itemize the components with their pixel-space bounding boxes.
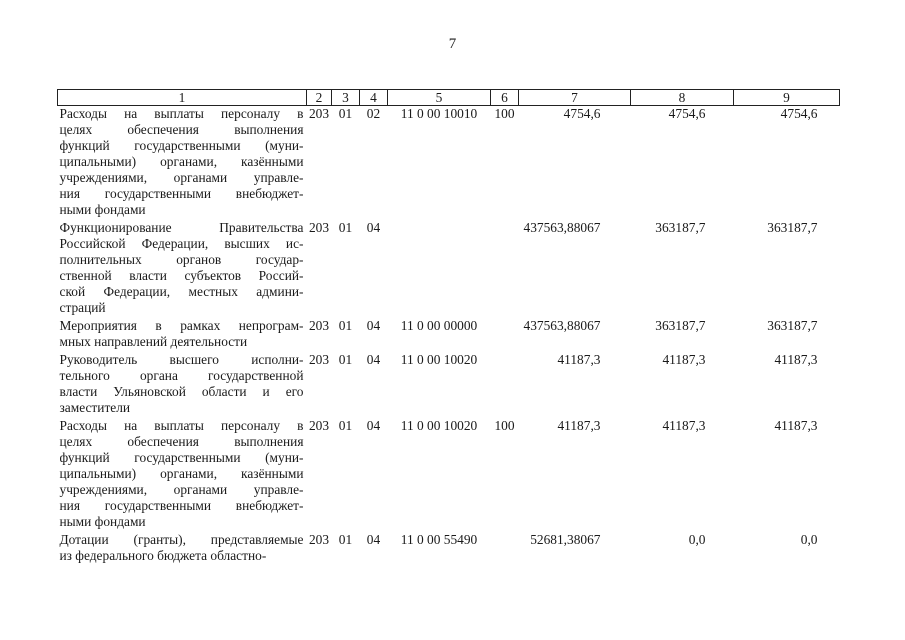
table-header xyxy=(58,90,840,106)
item-name-line: полнительных органов государ- xyxy=(59,252,304,267)
item-name-line: ской Федерации, местных админи- xyxy=(59,284,304,299)
item-name-line: Функционирование Правительства xyxy=(59,220,304,235)
item-name-line: Расходы на выплаты персоналу в xyxy=(59,106,304,121)
cell-subsection: 02 xyxy=(366,106,381,121)
cell-amount-col7: 437563,88067 xyxy=(523,318,601,333)
cell-amount-col7: 4754,6 xyxy=(563,106,601,121)
cell-subsection: 04 xyxy=(366,220,381,235)
item-name-line: целях обеспечения выполнения xyxy=(59,122,304,137)
table-row xyxy=(58,350,840,416)
cell-subsection: 04 xyxy=(366,352,381,367)
cell-section: 01 xyxy=(338,352,353,367)
cell-admin-code: 203 xyxy=(308,318,330,333)
cell-item-name xyxy=(58,316,307,350)
cell-amount-col7: 52681,38067 xyxy=(530,532,601,547)
cell-amount-col7: 437563,88067 xyxy=(523,220,601,235)
cell-target-article: 11 0 00 10020 xyxy=(400,418,478,433)
item-name-line: из федерального бюджета областно- xyxy=(59,548,267,563)
header-cell-3: 3 xyxy=(332,90,360,106)
item-name-line: тельного органа государственной xyxy=(59,368,304,383)
cell-expense-type: 100 xyxy=(494,106,515,121)
cell-section: 01 xyxy=(338,318,353,333)
item-name-line: ципальными) органами, казёнными xyxy=(59,154,304,169)
item-name-line: ния государственными внебюджет- xyxy=(59,186,304,201)
table-row xyxy=(58,530,840,564)
cell-item-name xyxy=(58,530,307,564)
item-name-line: Расходы на выплаты персоналу в xyxy=(59,418,304,433)
cell-target-article: 11 0 00 00000 xyxy=(400,318,478,333)
cell-amount-col9: 41187,3 xyxy=(774,418,818,433)
header-cell-1: 1 xyxy=(58,90,307,106)
header-cell-8: 8 xyxy=(631,90,734,106)
cell-expense-type xyxy=(491,530,519,564)
item-name-line: ственной власти субъектов Россий- xyxy=(59,268,304,283)
page-number: 7 xyxy=(448,36,457,52)
cell-target-article: 11 0 00 10010 xyxy=(400,106,478,121)
item-name-line: функций государственными (муни- xyxy=(59,450,304,465)
item-name-line: мных направлений деятельности xyxy=(59,334,248,349)
cell-amount-col9: 363187,7 xyxy=(767,220,818,235)
cell-amount-col9: 363187,7 xyxy=(767,318,818,333)
cell-admin-code: 203 xyxy=(308,220,330,235)
cell-subsection: 04 xyxy=(366,532,381,547)
item-name-line: целях обеспечения выполнения xyxy=(59,434,304,449)
cell-section: 01 xyxy=(338,106,353,121)
cell-expense-type xyxy=(491,218,519,316)
item-name-line: заместители xyxy=(59,400,131,415)
item-name-line: ными фондами xyxy=(59,202,146,217)
cell-admin-code: 203 xyxy=(308,532,330,547)
cell-item-name xyxy=(58,416,307,530)
table-body xyxy=(58,106,840,565)
cell-amount-col7: 41187,3 xyxy=(557,418,601,433)
header-cell-4: 4 xyxy=(360,90,388,106)
cell-amount-col9: 0,0 xyxy=(800,532,818,547)
cell-section: 01 xyxy=(338,220,353,235)
cell-amount-col8: 41187,3 xyxy=(662,352,706,367)
cell-section: 01 xyxy=(338,532,353,547)
item-name-line: Дотации (гранты), представляемые xyxy=(59,532,304,547)
header-cell-7: 7 xyxy=(519,90,631,106)
cell-amount-col8: 363187,7 xyxy=(655,220,706,235)
item-name-line: Мероприятия в рамках непрограм- xyxy=(59,318,304,333)
table-row xyxy=(58,316,840,350)
cell-section: 01 xyxy=(338,418,353,433)
cell-expense-type xyxy=(491,350,519,416)
cell-amount-col8: 363187,7 xyxy=(655,318,706,333)
cell-amount-col8: 0,0 xyxy=(688,532,706,547)
cell-subsection: 04 xyxy=(366,418,381,433)
item-name-line: страций xyxy=(59,300,106,315)
cell-expense-type xyxy=(491,316,519,350)
item-name-line: ния государственными внебюджет- xyxy=(59,498,304,513)
header-cell-9: 9 xyxy=(734,90,840,106)
item-name-line: ными фондами xyxy=(59,514,146,529)
table-row xyxy=(58,106,840,219)
item-name-line: функций государственными (муни- xyxy=(59,138,304,153)
cell-item-name xyxy=(58,106,307,219)
cell-amount-col8: 41187,3 xyxy=(662,418,706,433)
item-name-line: учреждениями, органами управле- xyxy=(59,482,304,497)
cell-amount-col9: 41187,3 xyxy=(774,352,818,367)
item-name-line: Руководитель высшего исполни- xyxy=(59,352,304,367)
cell-target-article: 11 0 00 55490 xyxy=(400,532,478,547)
cell-item-name xyxy=(58,218,307,316)
cell-subsection: 04 xyxy=(366,318,381,333)
cell-admin-code: 203 xyxy=(308,352,330,367)
cell-target-article xyxy=(388,218,491,316)
header-cell-6: 6 xyxy=(491,90,519,106)
cell-admin-code: 203 xyxy=(308,106,330,121)
item-name-line: власти Ульяновской области и его xyxy=(59,384,304,399)
cell-amount-col8: 4754,6 xyxy=(668,106,706,121)
header-cell-5: 5 xyxy=(388,90,491,106)
header-cell-2: 2 xyxy=(307,90,332,106)
header-row xyxy=(58,90,840,106)
table-row xyxy=(58,218,840,316)
budget-table xyxy=(57,89,840,564)
cell-amount-col9: 4754,6 xyxy=(780,106,818,121)
table-row xyxy=(58,416,840,530)
cell-amount-col7: 41187,3 xyxy=(557,352,601,367)
cell-admin-code: 203 xyxy=(308,418,330,433)
cell-item-name xyxy=(58,350,307,416)
item-name-line: учреждениями, органами управле- xyxy=(59,170,304,185)
item-name-line: ципальными) органами, казёнными xyxy=(59,466,304,481)
cell-target-article: 11 0 00 10020 xyxy=(400,352,478,367)
item-name-line: Российской Федерации, высших ис- xyxy=(59,236,304,251)
cell-expense-type: 100 xyxy=(494,418,515,433)
